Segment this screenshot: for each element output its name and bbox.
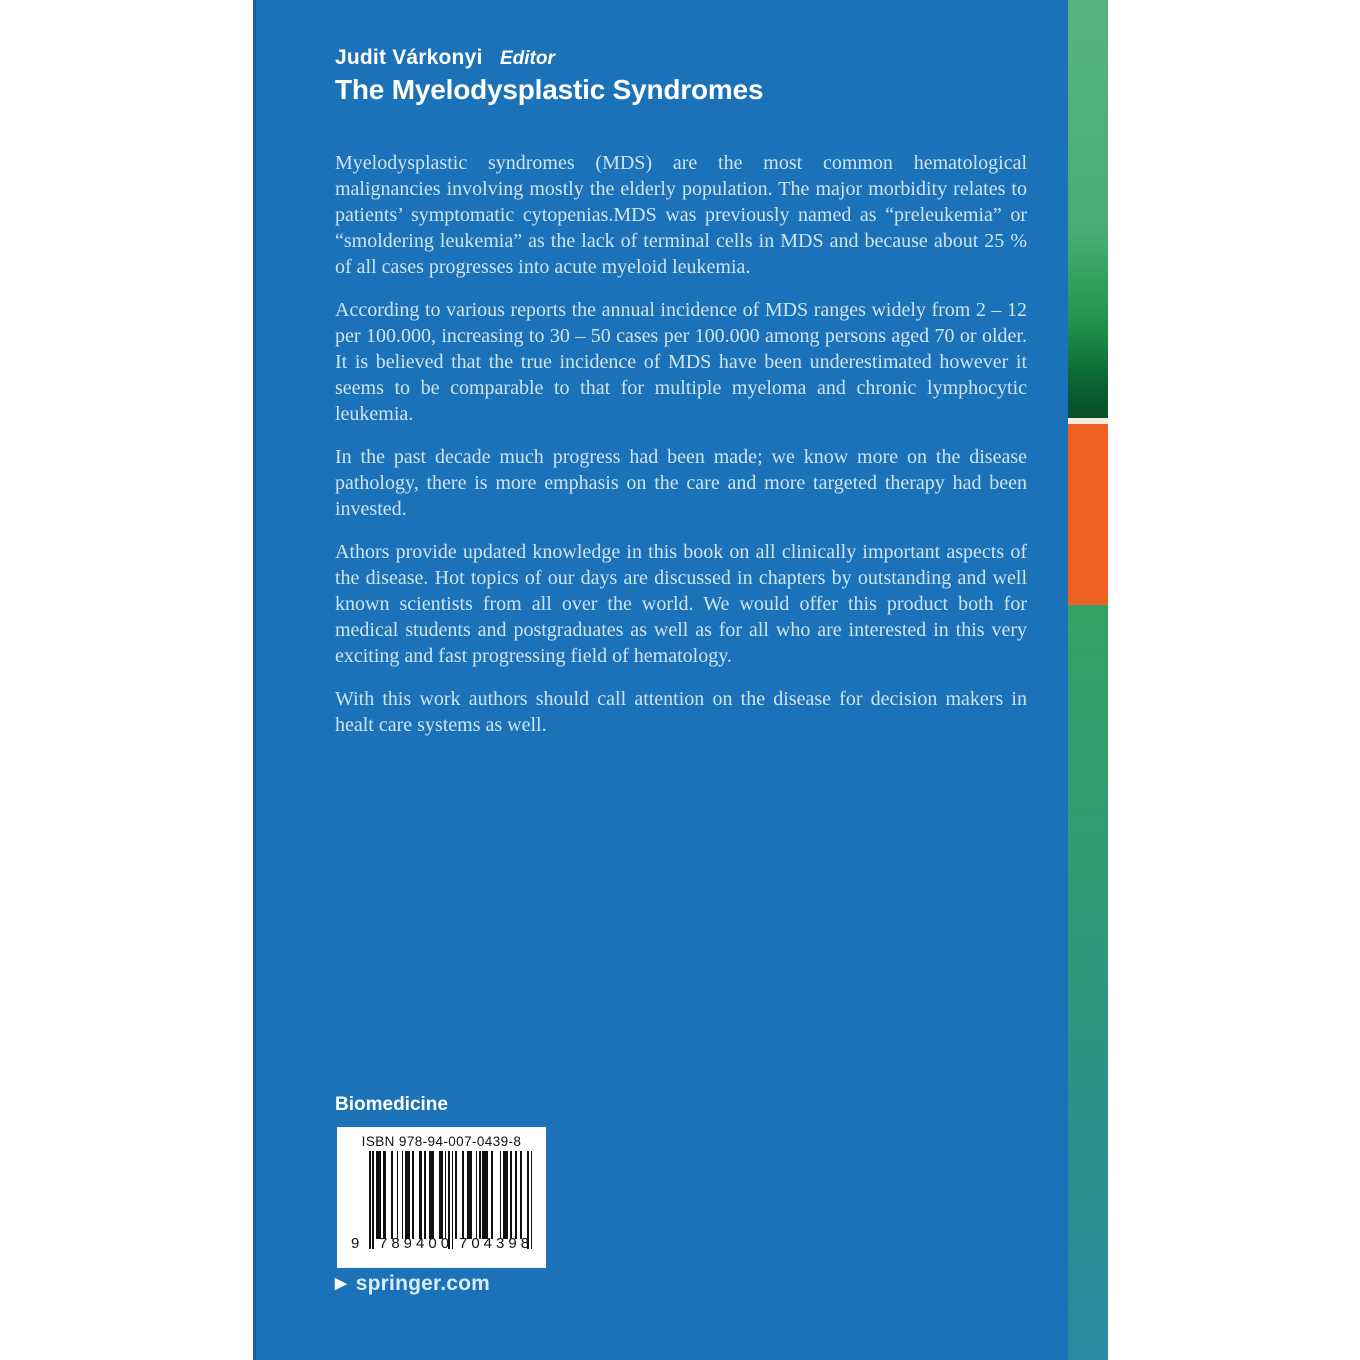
strip-teal-block xyxy=(1068,605,1108,1360)
blurb-paragraph: In the past decade much progress had been made; we know more on the disease pathology, there is more emphasis on the care and more targeted therapy had been invested. xyxy=(335,446,1027,520)
spine-strip xyxy=(1068,0,1108,1360)
blurb-text xyxy=(335,150,1027,755)
editor-line xyxy=(335,46,555,70)
book-back-cover xyxy=(253,0,1108,1360)
book-title: The Myelodysplastic Syndromes xyxy=(335,74,764,105)
blurb-paragraph: Myelodysplastic syndromes (MDS) are the most common hematological malignancies involving mostly the elderly population. The major morbidity relates to patients’ symptomatic cytopenias.MDS was previously named as “preleukemia” or “smoldering leukemia” as the lack of terminal cells in MDS and because about 25 % of all cases progresses into acute myeloid leukemia. xyxy=(335,152,1027,278)
blurb-paragraph: With this work authors should call attention on the disease for decision makers in healt care systems as well. xyxy=(335,688,1027,736)
barcode-digit-lead: 9 xyxy=(351,1235,360,1252)
triangle-right-icon: ▶ xyxy=(335,1275,347,1292)
barcode-box xyxy=(337,1127,546,1268)
publisher-line xyxy=(335,1272,490,1296)
strip-orange-block xyxy=(1068,424,1108,605)
barcode-digit-group1: 789400 xyxy=(379,1235,454,1252)
category-label: Biomedicine xyxy=(335,1094,448,1115)
barcode-digit-group2: 704398 xyxy=(459,1235,534,1252)
publisher-label: springer.com xyxy=(355,1272,491,1295)
blurb-paragraph: Athors provide updated knowledge in this book on all clinically important aspects of the disease. Hot topics of our days are discussed in chapters by outstanding and well known scientists from all over the world. We would offer this product both for medical students and postgraduates as well as for all who are interested in this very exciting and fast progressing field of hematology. xyxy=(335,541,1027,667)
cover-main xyxy=(253,0,1068,1360)
editor-role-label: Editor xyxy=(499,48,555,69)
strip-green-block xyxy=(1068,0,1108,418)
blurb-paragraph: According to various reports the annual incidence of MDS ranges widely from 2 – 12 per 100.000, increasing to 30 – 50 cases per 100.000 among persons aged 70 or older. It is believed that the true incidence of MDS have been underestimated however it seems to be comparable to that for multiple myeloma and chronic lymphocytic leukemia. xyxy=(335,299,1027,425)
isbn-label: ISBN 978-94-007-0439-8 xyxy=(361,1134,522,1149)
editor-name: Judit Várkonyi xyxy=(335,46,483,69)
